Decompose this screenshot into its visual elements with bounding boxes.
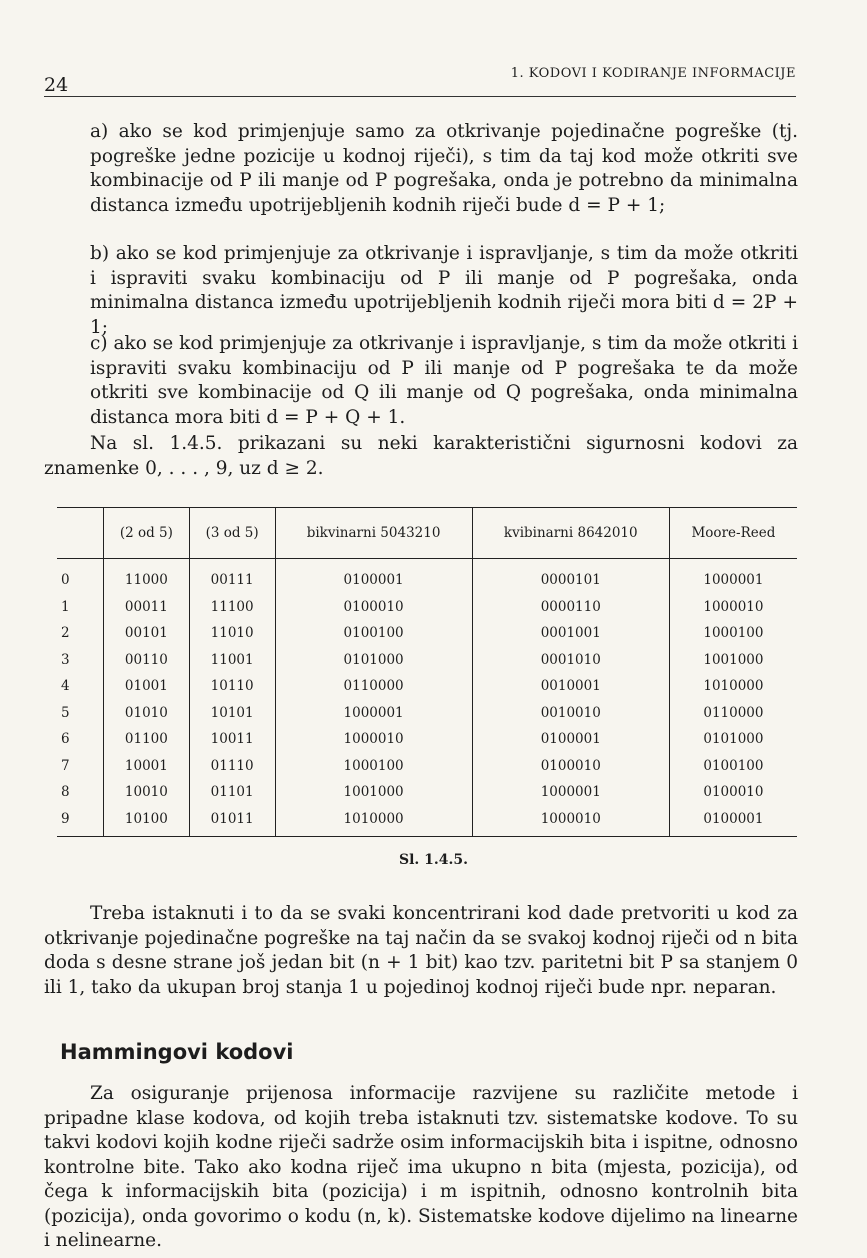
- code-cell: 0001010: [472, 647, 669, 674]
- code-cell: 01100: [104, 726, 190, 753]
- digit-cell: 1: [61, 598, 70, 615]
- parity-text: Treba istaknuti i to da se svaki koncentrirani kod dade pretvoriti u kod za otkrivanje pojedinačne pogreške na taj način da se svakoj kodnoj riječi od n bita doda s desne strane još jedan bit (n + 1 bit) kao tzv. paritetni bit P sa stanjem 0 ili 1, tako da ukupan broj stanja 1 u pojedinoj kodnoj riječi bude npr. neparan.: [44, 903, 798, 998]
- code-cell: 11000: [104, 559, 190, 594]
- code-cell: 0000101: [472, 559, 669, 594]
- list-item-b: [90, 242, 798, 340]
- code-cell: 1000001: [275, 700, 472, 727]
- code-cell: 1010000: [275, 806, 472, 837]
- code-cell: 1001000: [275, 779, 472, 806]
- codes-table: [57, 507, 797, 837]
- list-item-c: [90, 332, 798, 430]
- code-cell: 00110: [104, 647, 190, 674]
- code-cell: 1001000: [669, 647, 797, 674]
- code-cell: 11001: [189, 647, 275, 674]
- code-cell: 0010001: [472, 673, 669, 700]
- code-cell: 0001001: [472, 620, 669, 647]
- list-item-b-text: b) ako se kod primjenjuje za otkrivanje i ispravljanje, s tim da može otkriti i ispraviti svaku kombinaciju od P ili manje od P pogrešaka, onda minimalna distanca između upotrijebljenih kodnih riječi mora biti d = 2P + 1;: [90, 243, 798, 338]
- digit-cell: 0: [61, 572, 70, 589]
- page-header: [44, 60, 796, 97]
- header-digit: [57, 508, 104, 559]
- code-cell: 0100010: [472, 753, 669, 780]
- table-body: [57, 559, 797, 837]
- table-row: [57, 753, 797, 780]
- code-cell: 10001: [104, 753, 190, 780]
- code-cell: 0100001: [472, 726, 669, 753]
- table-row: [57, 620, 797, 647]
- code-cell: 0100001: [275, 559, 472, 594]
- code-cell: 11100: [189, 594, 275, 621]
- code-cell: 00111: [189, 559, 275, 594]
- code-cell: 0000110: [472, 594, 669, 621]
- code-cell: 10101: [189, 700, 275, 727]
- list-item-a: [90, 120, 798, 218]
- header-bikvinarni: bikvinarni 5043210: [275, 508, 472, 559]
- list-item-c-text: c) ako se kod primjenjuje za otkrivanje i ispravljanje, s tim da može otkriti i ispraviti svaku kombinaciju od P ili manje od P pogrešaka te da može otkriti sve kombinacije od Q ili manje od Q pogrešaka, onda minimalna distanca mora biti d = P + Q + 1.: [90, 333, 798, 428]
- running-head: 1. KODOVI I KODIRANJE INFORMACIJE: [510, 66, 796, 81]
- table-row: [57, 806, 797, 837]
- code-cell: 0100001: [669, 806, 797, 837]
- section-title: Hammingovi kodovi: [60, 1040, 294, 1064]
- code-cell: 01110: [189, 753, 275, 780]
- code-cell: 1000010: [472, 806, 669, 837]
- code-cell: 01101: [189, 779, 275, 806]
- figure-caption: Sl. 1.4.5.: [398, 852, 469, 868]
- hamming-text: Za osiguranje prijenosa informacije razvijene su različite metode i pripadne klase kodova, od kojih treba istaknuti tzv. sistematske kodove. To su takvi kodovi kojih kodne riječi sadrže osim informacijskih bita i ispitne, odnosno kontrolne bite. Tako ako kodna riječ ima ukupno n bita (mjesta, pozicija), od čega k informacijskih bita (pozicija) i m ispitnih, odnosno kontrolnih bita (pozicija), onda govorimo o kodu (n, k). Sistematske kodove dijelimo na linearne i nelinearne.: [44, 1083, 798, 1251]
- table-row: [57, 673, 797, 700]
- codes-table-wrap: [57, 507, 797, 837]
- digit-cell: 5: [61, 704, 70, 721]
- digit-cell: 3: [61, 651, 70, 668]
- code-cell: 10010: [104, 779, 190, 806]
- code-cell: 1000010: [669, 594, 797, 621]
- digit-cell: 8: [61, 784, 70, 801]
- digit-cell: 6: [61, 731, 70, 748]
- code-cell: 1000001: [669, 559, 797, 594]
- code-cell: 0110000: [275, 673, 472, 700]
- header-moore-reed: Moore-Reed: [669, 508, 797, 559]
- code-cell: 10110: [189, 673, 275, 700]
- digit-cell: 4: [61, 678, 70, 695]
- list-item-a-text: a) ako se kod primjenjuje samo za otkrivanje pojedinačne pogreške (tj. pogreške jedne pozicije u kodnoj riječi), s tim da taj kod može otkriti sve kombinacije od P ili manje od P pogrešaka, onda je potrebno da minimalna distanca između upotrijebljenih kodnih riječi bude d = P + 1;: [90, 121, 798, 216]
- code-cell: 01001: [104, 673, 190, 700]
- table-row: [57, 647, 797, 674]
- code-cell: 00011: [104, 594, 190, 621]
- digit-cell: 2: [61, 625, 70, 642]
- header-2-of-5: (2 od 5): [104, 508, 190, 559]
- code-cell: 1000100: [669, 620, 797, 647]
- code-cell: 00101: [104, 620, 190, 647]
- table-row: [57, 594, 797, 621]
- header-kvibinarni: kvibinarni 8642010: [472, 508, 669, 559]
- code-cell: 0100100: [669, 753, 797, 780]
- code-cell: 0110000: [669, 700, 797, 727]
- page-number: 24: [44, 74, 69, 96]
- table-header-row: [57, 508, 797, 559]
- table-row: [57, 700, 797, 727]
- code-cell: 10100: [104, 806, 190, 837]
- code-cell: 1010000: [669, 673, 797, 700]
- code-cell: 11010: [189, 620, 275, 647]
- code-cell: 01011: [189, 806, 275, 837]
- code-cell: 1000010: [275, 726, 472, 753]
- intro-text: Na sl. 1.4.5. prikazani su neki karakteristični sigurnosni kodovi za znamenke 0, . . . , 9, uz d ≥ 2.: [44, 433, 798, 479]
- code-cell: 0100010: [275, 594, 472, 621]
- code-cell: 0100010: [669, 779, 797, 806]
- header-3-of-5: (3 od 5): [189, 508, 275, 559]
- intro-paragraph: [44, 432, 798, 481]
- digit-cell: 9: [57, 806, 104, 837]
- code-cell: 1000100: [275, 753, 472, 780]
- code-cell: 01010: [104, 700, 190, 727]
- code-cell: 1000001: [472, 779, 669, 806]
- parity-paragraph: [44, 902, 798, 1000]
- code-cell: 10011: [189, 726, 275, 753]
- table-row: [57, 779, 797, 806]
- digit-cell: 7: [61, 757, 70, 774]
- code-cell: 0101000: [669, 726, 797, 753]
- hamming-paragraph: [44, 1082, 798, 1254]
- code-cell: 0010010: [472, 700, 669, 727]
- table-row: [57, 726, 797, 753]
- code-cell: 0101000: [275, 647, 472, 674]
- code-cell: 0100100: [275, 620, 472, 647]
- table-row: [57, 559, 797, 594]
